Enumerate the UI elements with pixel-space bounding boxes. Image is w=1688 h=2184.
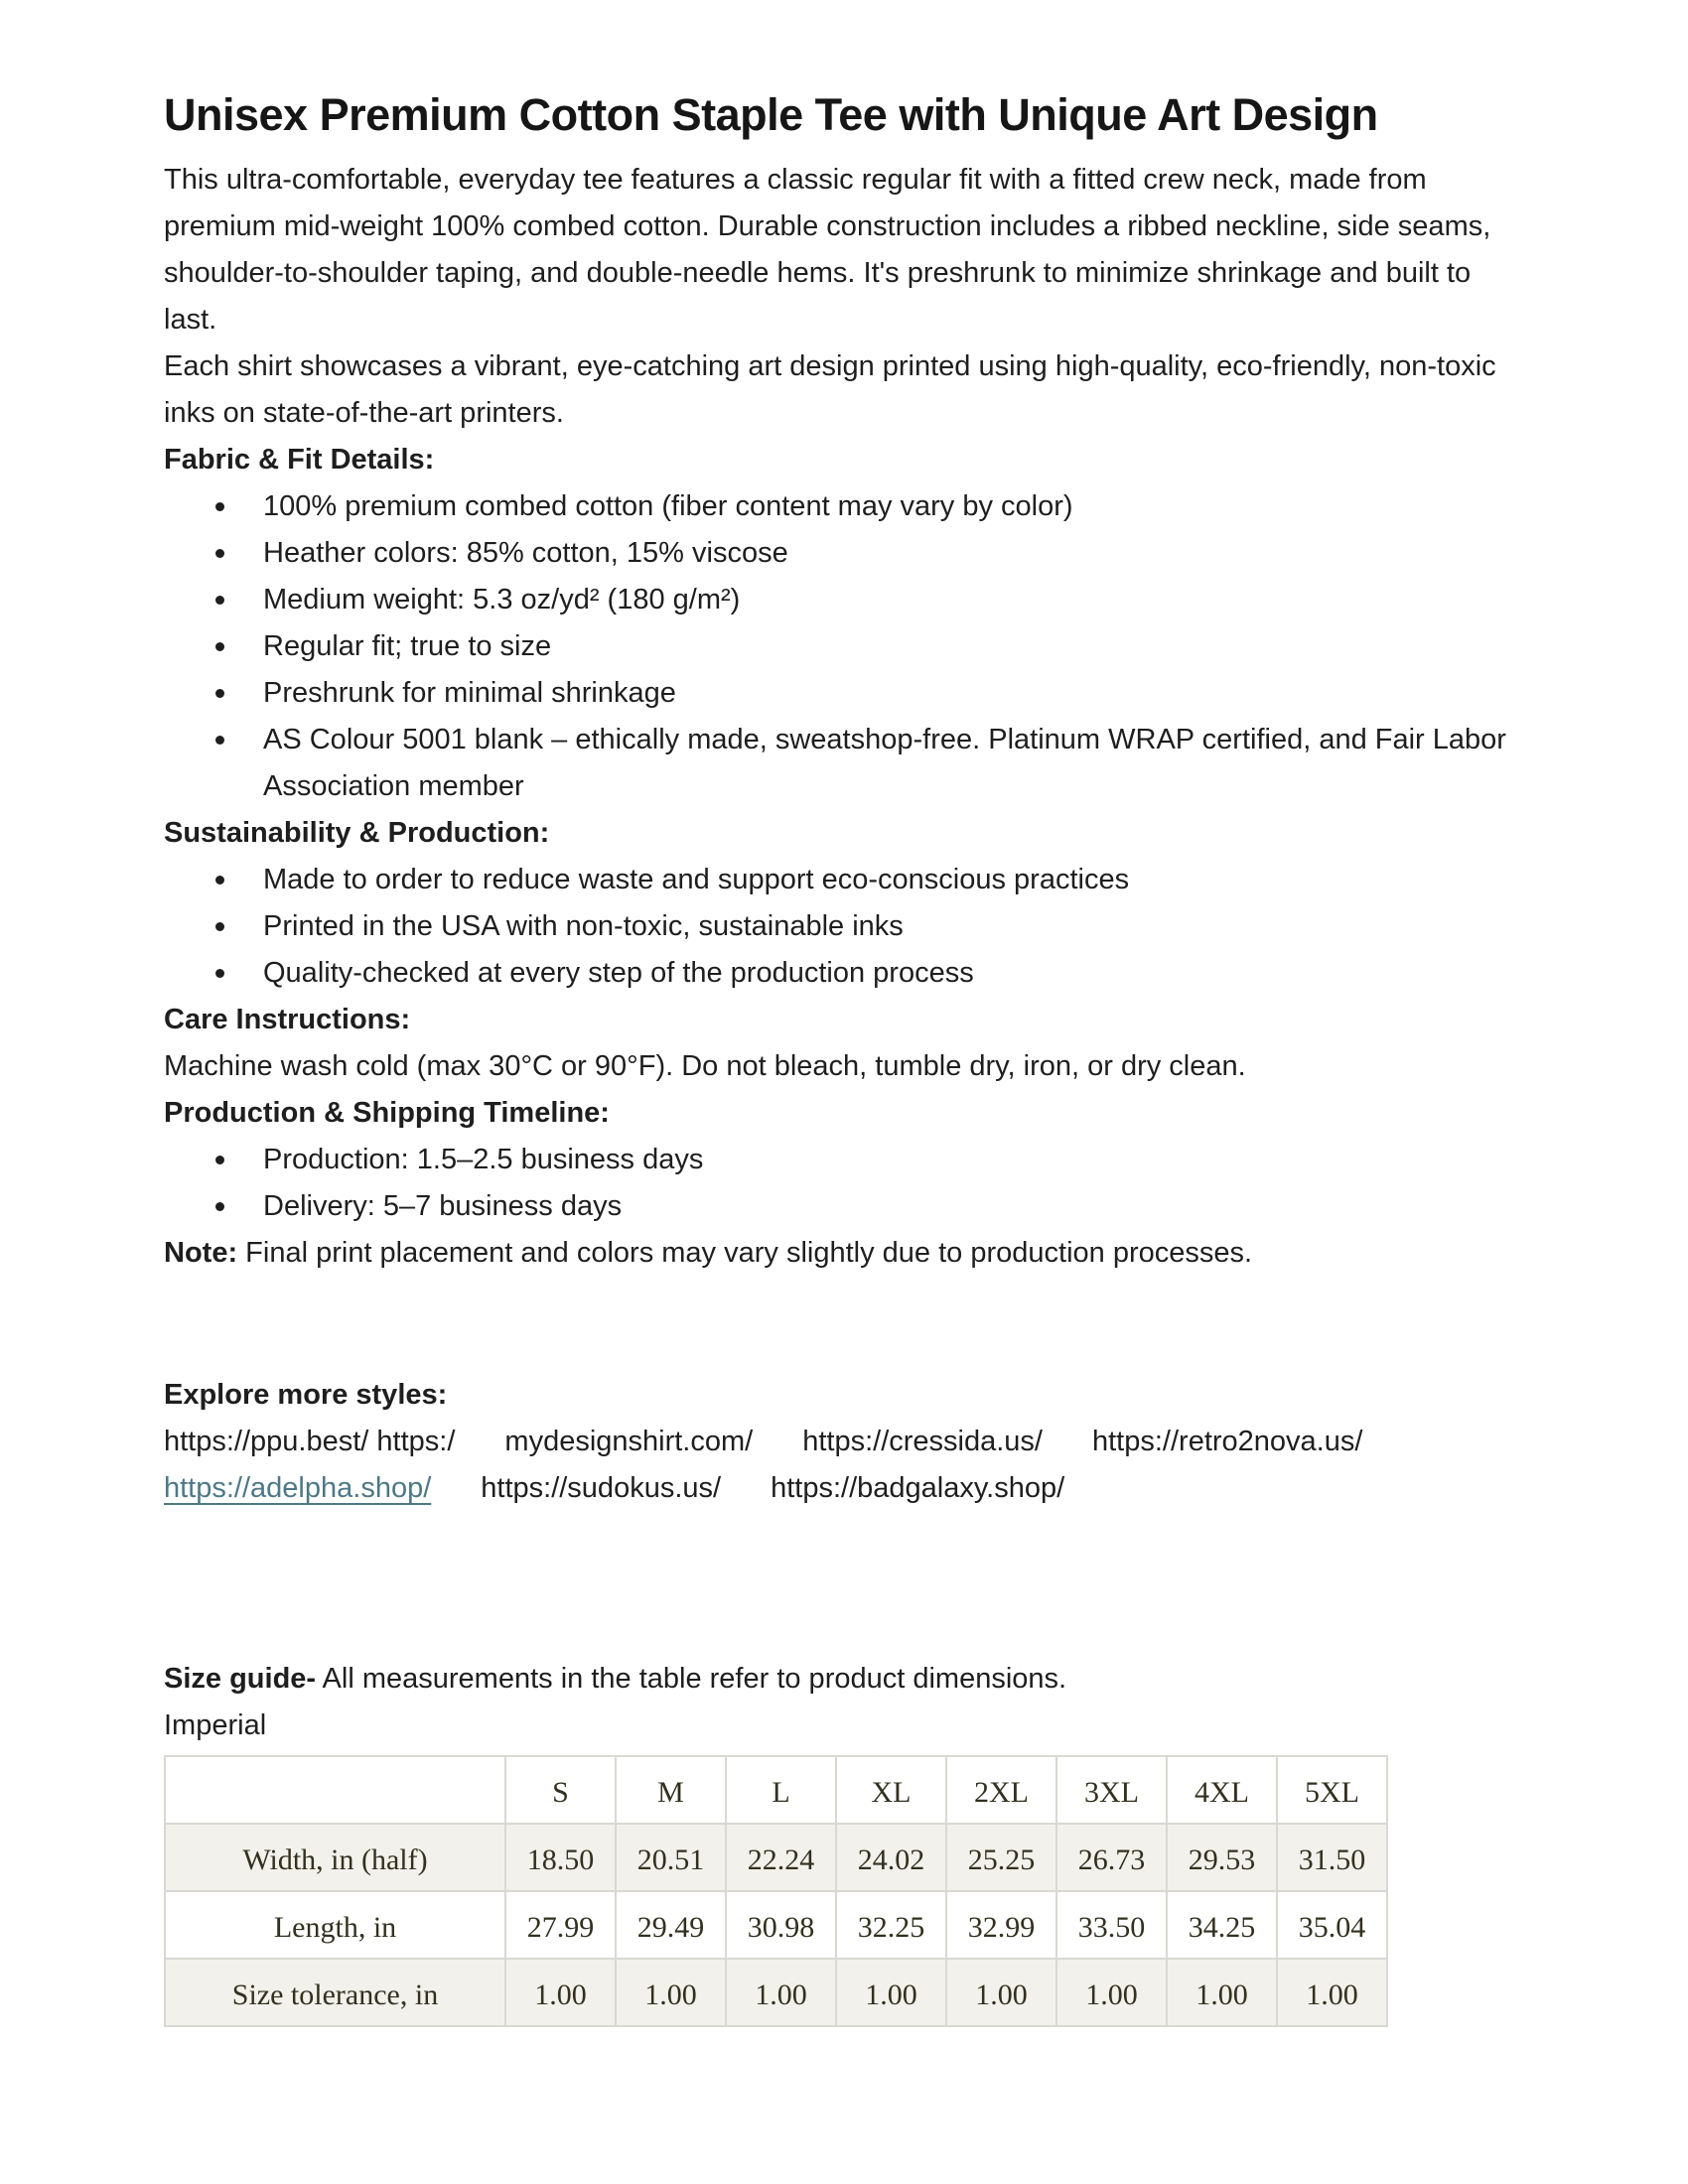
url-text: https://cressida.us/ <box>802 1426 1043 1457</box>
table-cell: 1.00 <box>836 1959 946 2026</box>
table-cell: 1.00 <box>1056 1959 1167 2026</box>
care-instructions-text: Machine wash cold (max 30°C or 90°F). Do not bleach, tumble dry, iron, or dry clean. <box>164 1050 1246 1082</box>
table-cell: 29.49 <box>616 1891 726 1959</box>
bullet-item: Delivery: 5–7 business days <box>164 1183 1529 1230</box>
table-cell: 1.00 <box>1277 1959 1387 2026</box>
table-cell: 32.99 <box>946 1891 1056 1959</box>
table-cell: 20.51 <box>616 1824 726 1891</box>
table-row <box>165 1891 1387 1959</box>
bullet-item: Made to order to reduce waste and support eco-conscious practices <box>164 857 1529 903</box>
size-guide-text: All measurements in the table refer to product dimensions. <box>322 1663 1067 1695</box>
url-row-2 <box>164 1465 1529 1512</box>
unit-label: Imperial <box>164 1709 267 1741</box>
table-cell: 1.00 <box>726 1959 836 2026</box>
table-cell: 35.04 <box>1277 1891 1387 1959</box>
url-row-1 <box>164 1419 1529 1465</box>
table-cell: 18.50 <box>505 1824 616 1891</box>
url-text: https://badgalaxy.shop/ <box>771 1472 1065 1504</box>
table-cell: 33.50 <box>1056 1891 1167 1959</box>
note-label: Note: <box>164 1237 238 1269</box>
table-cell: 25.25 <box>946 1824 1056 1891</box>
production-shipping-heading: Production & Shipping Timeline: <box>164 1097 610 1129</box>
adelpha-shop-link[interactable]: https://adelpha.shop/ <box>164 1472 432 1504</box>
bullet-item: Quality-checked at every step of the production process <box>164 950 1529 997</box>
table-row <box>165 1824 1387 1891</box>
fabric-bullet-list <box>164 483 1529 810</box>
intro-paragraph-2: Each shirt showcases a vibrant, eye-catching art design printed using high-quality, eco-friendly, non-toxic inks on state-of-the-art printers. <box>164 350 1496 429</box>
bullet-item: Regular fit; true to size <box>164 623 1529 670</box>
bullet-item: AS Colour 5001 blank – ethically made, sweatshop-free. Platinum WRAP certified, and Fair Labor Association member <box>164 717 1529 810</box>
column-header: L <box>726 1756 836 1824</box>
bullet-item: Heather colors: 85% cotton, 15% viscose <box>164 530 1529 577</box>
bullet-item: 100% premium combed cotton (fiber content may vary by color) <box>164 483 1529 530</box>
table-cell: 31.50 <box>1277 1824 1387 1891</box>
note-line <box>164 1230 1529 1277</box>
table-cell: 30.98 <box>726 1891 836 1959</box>
table-header-row <box>165 1756 1387 1824</box>
table-row <box>165 1959 1387 2026</box>
care-instructions-heading: Care Instructions: <box>164 1004 411 1035</box>
table-cell: 32.25 <box>836 1891 946 1959</box>
column-header: 4XL <box>1167 1756 1277 1824</box>
size-guide-table <box>164 1755 1388 2027</box>
column-header: 2XL <box>946 1756 1056 1824</box>
bullet-item: Production: 1.5–2.5 business days <box>164 1137 1529 1183</box>
row-label: Size tolerance, in <box>165 1959 505 2026</box>
bullet-item: Medium weight: 5.3 oz/yd² (180 g/m²) <box>164 577 1529 623</box>
url-text: https://sudokus.us/ <box>481 1472 722 1504</box>
row-label: Length, in <box>165 1891 505 1959</box>
column-header: 3XL <box>1056 1756 1167 1824</box>
table-cell: 1.00 <box>1167 1959 1277 2026</box>
column-header: S <box>505 1756 616 1824</box>
bullet-item: Preshrunk for minimal shrinkage <box>164 670 1529 717</box>
explore-more-heading: Explore more styles: <box>164 1379 448 1411</box>
row-label: Width, in (half) <box>165 1824 505 1891</box>
page-title: Unisex Premium Cotton Staple Tee with Unique Art Design <box>164 89 1378 140</box>
table-cell: 1.00 <box>505 1959 616 2026</box>
sustainability-heading: Sustainability & Production: <box>164 817 550 849</box>
document-content <box>164 87 1529 2027</box>
table-cell: 29.53 <box>1167 1824 1277 1891</box>
column-header: XL <box>836 1756 946 1824</box>
table-cell: 1.00 <box>616 1959 726 2026</box>
note-text: Final print placement and colors may vary slightly due to production processes. <box>245 1237 1253 1269</box>
column-header: M <box>616 1756 726 1824</box>
column-header: 5XL <box>1277 1756 1387 1824</box>
table-cell: 24.02 <box>836 1824 946 1891</box>
bullet-item: Printed in the USA with non-toxic, sustainable inks <box>164 903 1529 950</box>
url-text: https://ppu.best/ https:/ <box>164 1426 456 1457</box>
table-cell: 22.24 <box>726 1824 836 1891</box>
url-text: https://retro2nova.us/ <box>1092 1426 1363 1457</box>
fabric-fit-heading: Fabric & Fit Details: <box>164 444 435 476</box>
corner-cell <box>165 1756 505 1824</box>
table-cell: 1.00 <box>946 1959 1056 2026</box>
url-text: mydesignshirt.com/ <box>504 1426 754 1457</box>
table-cell: 34.25 <box>1167 1891 1277 1959</box>
sustainability-bullet-list <box>164 857 1529 997</box>
table-cell: 26.73 <box>1056 1824 1167 1891</box>
intro-paragraph-1: This ultra-comfortable, everyday tee features a classic regular fit with a fitted crew neck, made from premium mid-weight 100% combed cotton. Durable construction includes a ribbed neckline, side seams, shoulder-to-shoulder taping, and double-needle hems. It's preshrunk to minimize shrinkage and built to last. <box>164 164 1491 336</box>
production-bullet-list <box>164 1137 1529 1230</box>
table-cell: 27.99 <box>505 1891 616 1959</box>
size-guide-caption <box>164 1656 1529 1703</box>
size-guide-label: Size guide- <box>164 1663 317 1695</box>
